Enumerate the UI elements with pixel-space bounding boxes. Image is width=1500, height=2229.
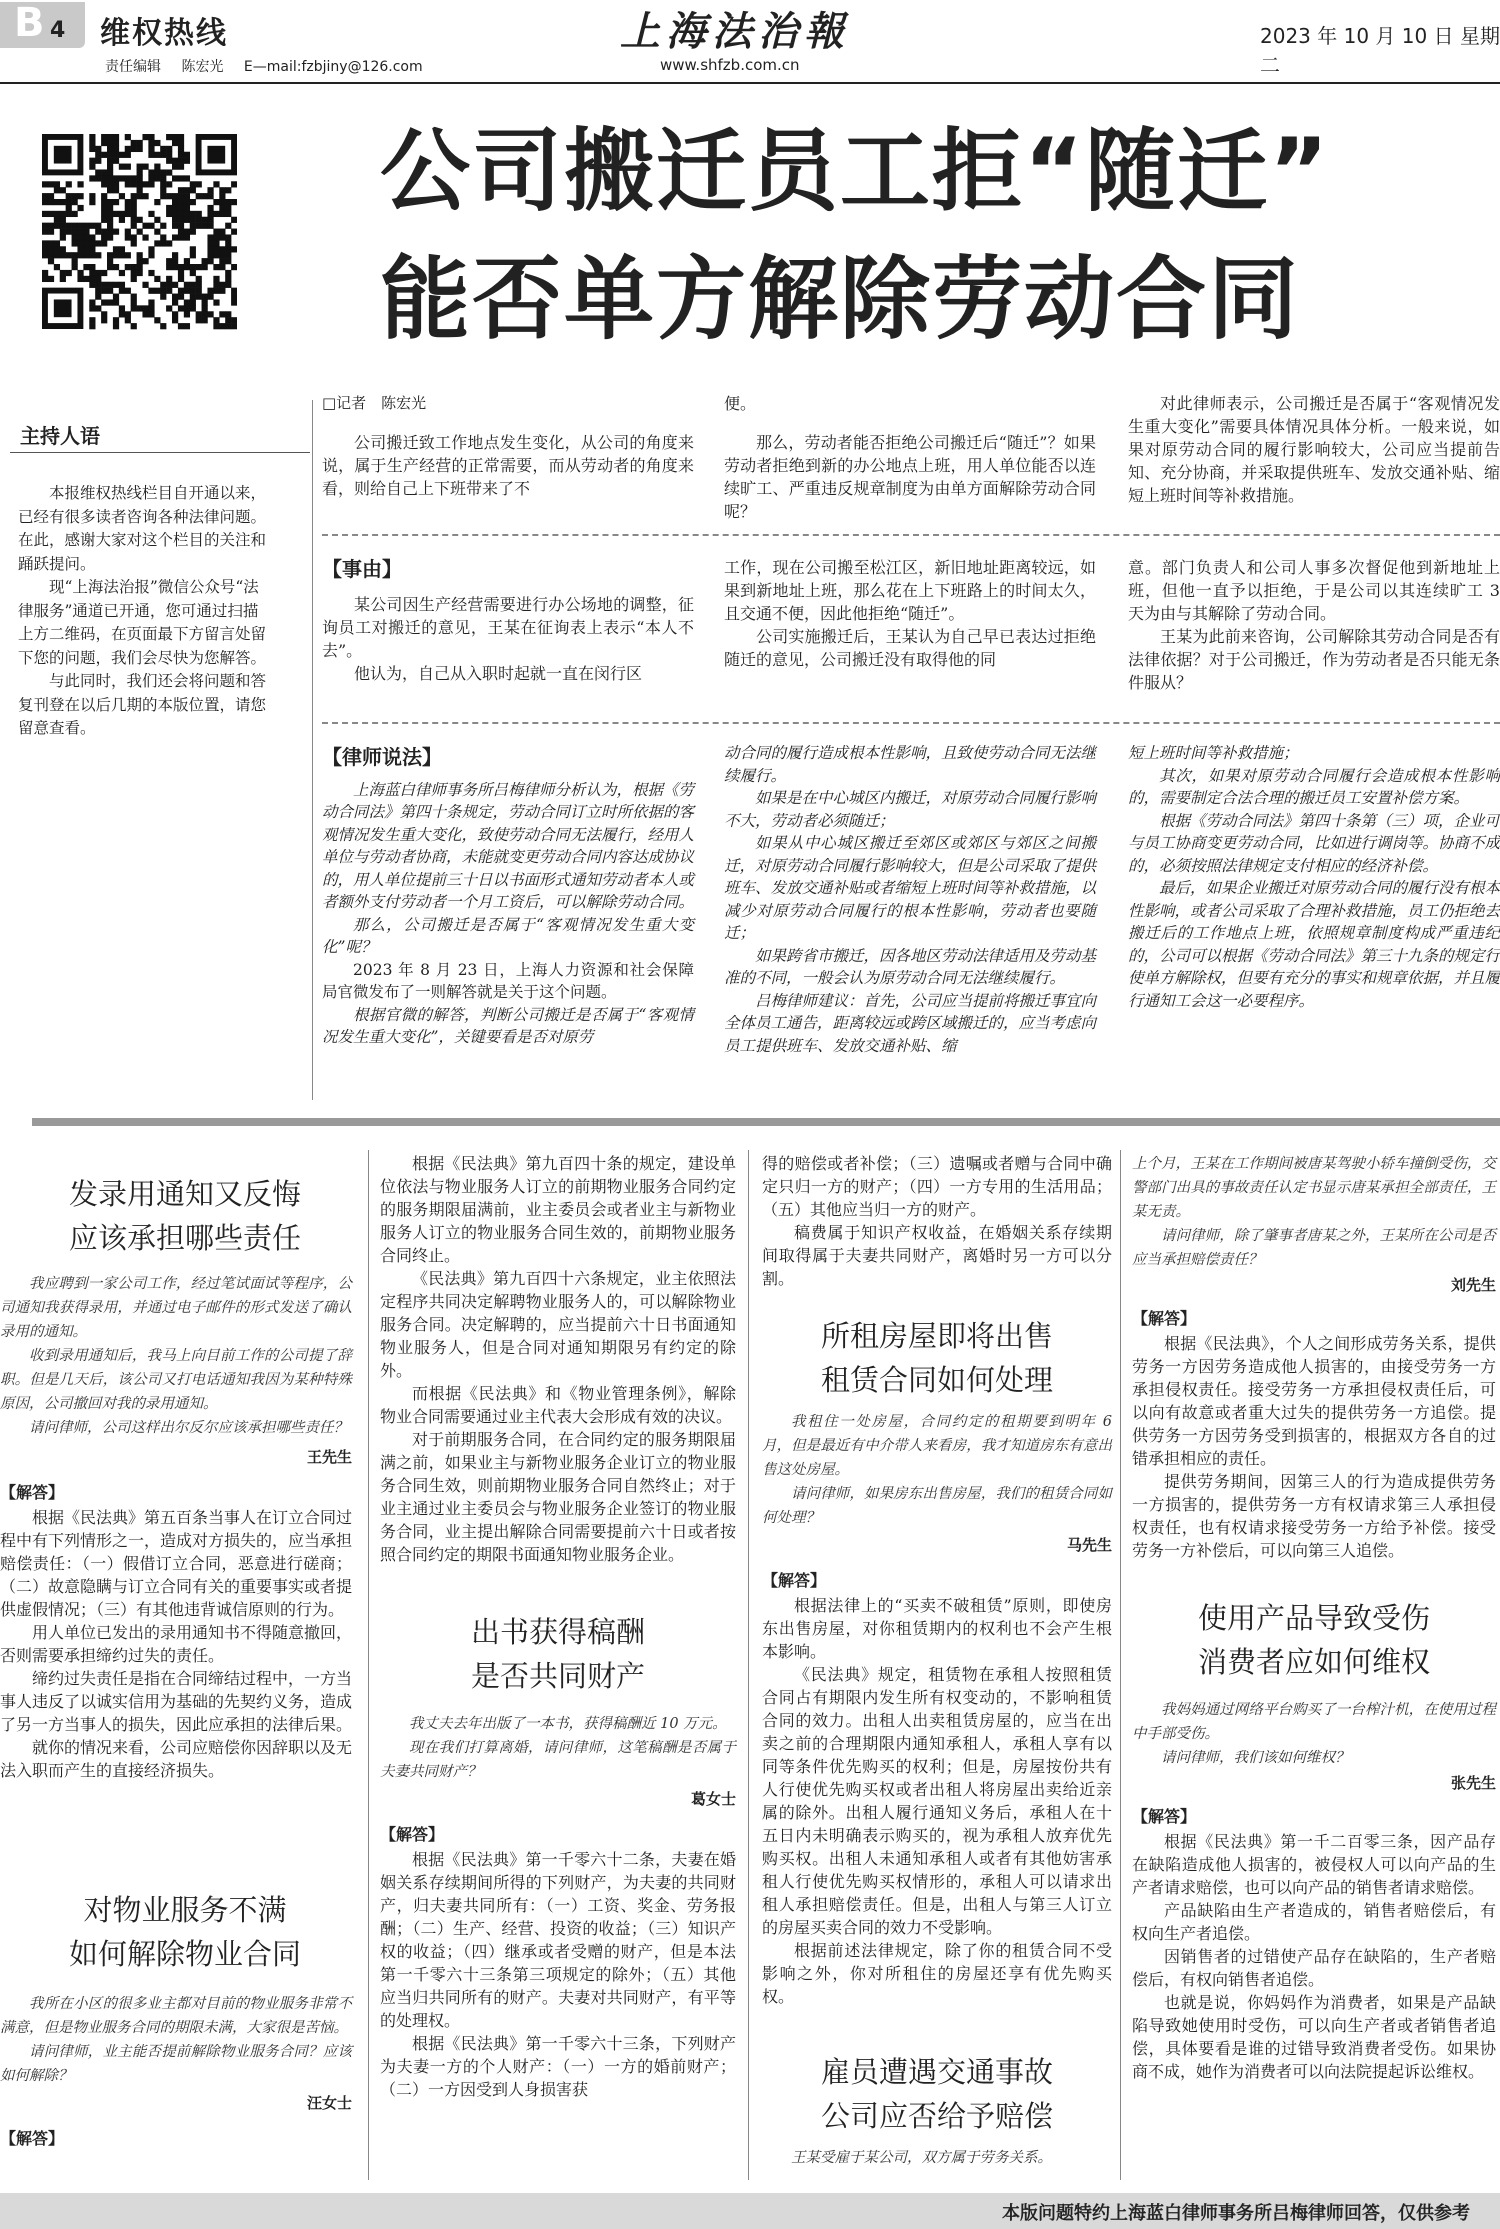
host-column-title: 主持人语 <box>20 424 100 448</box>
answer-paragraph: 《民法典》规定，租赁物在承租人按照租赁合同占有期限内发生所有权变动的，不影响租赁合同的效力。出租人出卖租赁房屋的，应当在出卖之前的合理期限内通知承租人，承租人享有以同等条件优先购买的权利；但是，房屋按份共有人行使优先购买权或者出租人将房屋出卖给近亲属的除外。出租人履行通知义务后，承租人在十五日内未明确表示购买的，视为承租人放弃优先购买权。出租人未通知承租人或者有其他妨害承租人行使优先购买权情形的，承租人可以请求出租人承担赔偿责任。但是，出租人与第三人订立的房屋买卖合同的效力不受影响。 <box>762 1665 1112 1937</box>
question-paragraph: 我丈夫去年出版了一本书，获得稿酬近 10 万元。 <box>409 1716 727 1732</box>
qa-accident-title <box>762 2050 1112 2138</box>
column-divider <box>748 1150 749 2180</box>
answer-label: 【解答】 <box>1132 1807 1197 1826</box>
answer-paragraph: 得的赔偿或者补偿；（三）遗嘱或者赠与合同中确定只归一方的财产；（四）一方专用的生活用品；（五）其他应当归一方的财产。 <box>762 1154 1112 1219</box>
host-paragraph: 与此同时，我们还会将问题和答复刊登在以后几期的本版位置，请您留意查看。 <box>18 672 267 737</box>
facts-paragraph: 某公司因生产经营需要进行办公场地的调整，征询员工对搬迁的意见，王某在征询表上表示“本人不去”。 <box>322 595 694 660</box>
qa-product-body <box>1132 1698 1496 2083</box>
qa-title-line: 租赁合同如何处理 <box>820 1363 1053 1397</box>
answer-label: 【解答】 <box>0 2129 65 2148</box>
asker-name: 马先生 <box>1066 1536 1112 1554</box>
answer-paragraph: 产品缺陷由生产者造成的，销售者赔偿后，有权向生产者追偿。 <box>1132 1901 1496 1943</box>
answer-paragraph: 根据《民法典》第一千二百零三条，因产品存在缺陷造成他人损害的，被侵权人可以向产品的生产者请求赔偿，也可以向产品的销售者请求赔偿。 <box>1132 1832 1496 1897</box>
answer-paragraph: 根据《民法典》第五百条当事人在订立合同过程中有下列情形之一，造成对方损失的，应当承担赔偿责任：（一）假借订立合同，恶意进行磋商；（二）故意隐瞒与订立合同有关的重要事实或者提供虚假情况；（三）有其他违背诚信原则的行为。 <box>0 1508 353 1619</box>
qa-title-line: 出书获得稿酬 <box>470 1615 645 1649</box>
answer-paragraph: 就你的情况来看，公司应赔偿你因辞职以及无法入职而产生的直接经济损失。 <box>0 1738 353 1780</box>
answer-paragraph: 因销售者的过错使产品存在缺陷的，生产者赔偿后，有权向销售者追偿。 <box>1132 1947 1496 1989</box>
lawyer-paragraph: 如果从中心城区搬迁至郊区或郊区与郊区之间搬迁，对原劳动合同履行影响较大，但是公司采取了提供班车、发放交通补贴或者缩短上班时间等补救措施，以减少对原劳动合同履行的根本性影响，劳动者也要随迁； <box>724 834 1097 942</box>
lawyer-col-1 <box>322 746 694 1049</box>
column-divider <box>368 1150 369 2180</box>
facts-title: 【事由】 <box>322 557 402 581</box>
headline-line-1: 公司搬迁员工拒“随迁” <box>380 119 1331 224</box>
lead-paragraph: 那么，劳动者能否拒绝公司搬迁后“随迁”？如果劳动者拒绝到新的办公地点上班，用人单位能否以连续旷工、严重违反规章制度为由单方面解除劳动合同呢？ <box>724 433 1096 521</box>
qa-accident-question-cont <box>1132 1152 1496 1272</box>
host-paragraph: 本报维权热线栏目自开通以来，已经有很多读者咨询各种法律问题。在此，感谢大家对这个栏目的关注和踊跃提问。 <box>18 484 267 573</box>
question-paragraph: 请问律师，除了肇事者唐某之外，王某所在公司是否应当承担赔偿责任？ <box>1132 1228 1496 1268</box>
qa-offer-question <box>0 1272 352 1440</box>
qa-royalty-answer-cont <box>762 1152 1112 1290</box>
lawyer-paragraph: 根据官微的解答，判断公司搬迁是否属于“客观情况发生重大变化”，关键要看是否对原劳 <box>322 1005 694 1046</box>
lead-paragraph: 对此律师表示，公司搬迁是否属于“客观情况发生重大变化”需要具体情况具体分析。一般来说，如果对原劳动合同的履行影响较大，公司应当提前告知、充分协商，并采取提供班车、发放交通补贴、缩短上班时间等补救措施。 <box>1128 394 1500 505</box>
answer-paragraph: 缔约过失责任是指在合同缔结过程中，一方当事人违反了以诚实信用为基础的先契约义务，造成了另一方当事人的损失，因此应承担的法律后果。 <box>0 1669 353 1734</box>
lead-col-1 <box>322 392 694 500</box>
byline: □记者 陈宏光 <box>322 394 427 412</box>
answer-paragraph: 根据《民法典》，个人之间形成劳务关系，提供劳务一方因劳务造成他人损害的，由接受劳务一方承担侵权责任。接受劳务一方承担侵权责任后，可以向有故意或者重大过失的提供劳务一方追偿。提供劳务一方因劳务受到损害的，根据双方各自的过错承担相应的责任。 <box>1132 1334 1496 1468</box>
page-number: 4 <box>50 18 66 43</box>
qa-royalty-question <box>380 1712 736 1784</box>
answer-label: 【解答】 <box>762 1571 827 1590</box>
qa-product-title <box>1132 1596 1496 1684</box>
lawyer-paragraph: 其次，如果对原劳动合同履行会造成根本性影响的，需要制定合法合理的搬迁员工安置补偿方案。 <box>1128 766 1500 807</box>
facts-col-1 <box>322 558 694 685</box>
question-paragraph: 收到录用通知后，我马上向目前工作的公司提了辞职。但是几天后，该公司又打电话通知我因为某种特殊原因，公司撤回对我的录用通知。 <box>0 1348 352 1412</box>
host-column-text <box>18 482 268 741</box>
lawyer-paragraph: 动合同的履行造成根本性影响，且致使劳动合同无法继续履行。 <box>724 744 1097 785</box>
lawyer-paragraph: 短上班时间等补救措施； <box>1128 744 1299 762</box>
qr-code-icon <box>42 134 237 349</box>
question-paragraph: 我应聘到一家公司工作，经过笔试面试等程序，公司通知我获得录用，并通过电子邮件的形式发送了确认录用的通知。 <box>0 1276 352 1340</box>
qa-property-answer <box>380 1152 736 1566</box>
question-paragraph: 我妈妈通过网络平台购买了一台榨汁机，在使用过程中手部受伤。 <box>1132 1702 1496 1742</box>
qa-rental-question <box>762 1410 1112 1530</box>
facts-divider <box>322 722 1500 724</box>
answer-paragraph: 根据法律上的“买卖不破租赁”原则，即使房东出售房屋，对你租赁期内的权利也不会产生根本影响。 <box>762 1596 1112 1661</box>
answer-paragraph: 根据《民法典》第一千零六十二条，夫妻在婚姻关系存续期间所得的下列财产，为夫妻的共同财产，归夫妻共同所有：（一）工资、奖金、劳务报酬；（二）生产、经营、投资的收益；（三）知识产权的收益；（四）继承或者受赠的财产，但是本法第一千零六十三条第三项规定的除外；（五）其他应当归共同所有的财产。夫妻对共同财产，有平等的处理权。 <box>380 1850 736 2030</box>
qa-title-line: 对物业服务不满 <box>83 1893 287 1927</box>
facts-paragraph: 意。部门负责人和公司人事多次督促他到新地址上班，但他一直予以拒绝，于是公司以其连续旷工 3 天为由与其解除了劳动合同。 <box>1128 558 1500 623</box>
main-headline <box>380 108 1330 364</box>
section-separator-bar <box>32 1118 1500 1126</box>
qa-accident-question <box>762 2146 1112 2170</box>
facts-col-2 <box>724 556 1096 671</box>
question-paragraph: 请问律师，如果房东出售房屋，我们的租赁合同如何处理？ <box>762 1486 1112 1526</box>
answer-paragraph: 用人单位已发出的录用通知书不得随意撤回，否则需要承担缔约过失的责任。 <box>0 1623 353 1665</box>
qa-offer-title <box>10 1172 360 1260</box>
column-divider <box>312 400 313 1100</box>
qa-title-line: 雇员遭遇交通事故 <box>820 2055 1053 2089</box>
asker-name: 汪女士 <box>306 2094 352 2112</box>
masthead-rule <box>0 82 1500 84</box>
answer-label: 【解答】 <box>0 1483 65 1502</box>
qr-code-image <box>42 134 237 349</box>
qa-property-title <box>10 1888 360 1976</box>
website: www.shfzb.com.cn <box>660 56 800 74</box>
lead-paragraph: 便。 <box>724 394 757 413</box>
section-title: 维权热线 <box>100 16 228 51</box>
editor-label: 责任编辑 <box>105 59 161 75</box>
answer-label: 【解答】 <box>1132 1309 1197 1328</box>
facts-paragraph: 工作，现在公司搬至松江区，新旧地址距离较远，如果到新地址上班，那么花在上下班路上的时间太久，且交通不便，因此他拒绝“随迁”。 <box>724 558 1096 623</box>
question-paragraph: 现在我们打算离婚，请问律师，这笔稿酬是否属于夫妻共同财产？ <box>380 1740 736 1780</box>
answer-paragraph: 对于前期服务合同，在合同约定的服务期限届满之前，如果业主与新物业服务企业订立的物业服务合同生效，则前期物业服务合同自然终止；对于业主通过业主委员会与物业服务企业签订的物业服务合同，业主提出解除合同需要提前六十日或者按照合同约定的期限书面通知物业服务企业。 <box>380 1430 736 1564</box>
qa-title-line: 使用产品导致受伤 <box>1197 1601 1430 1635</box>
question-paragraph: 请问律师，我们该如何维权？ <box>1161 1750 1350 1766</box>
question-paragraph: 上个月，王某在工作期间被唐某驾驶小轿车撞倒受伤，交警部门出具的事故责任认定书显示唐某承担全部责任，王某无责。 <box>1132 1156 1496 1220</box>
footer-note: 本版问题特约上海蓝白律师事务所吕梅律师回答，仅供参考 <box>1002 2203 1470 2224</box>
page-number-badge <box>0 2 85 48</box>
qa-property-body <box>0 1992 352 2152</box>
lead-divider <box>322 534 1500 536</box>
answer-paragraph: 根据《民法典》第九百四十条的规定，建设单位依法与物业服务人订立的前期物业服务合同约定的服务期限届满前，业主委员会或者业主与新物业服务人订立的物业服务合同生效的，前期物业服务合同终止。 <box>380 1154 736 1265</box>
lead-col-2 <box>724 392 1096 523</box>
editor-email: E—mail:fzbjiny@126.com <box>243 59 423 75</box>
question-paragraph: 我租住一处房屋，合同约定的租期要到明年 6 月，但是最近有中介带人来看房，我才知道房东有意出售这处房屋。 <box>762 1414 1112 1478</box>
column-divider <box>1120 1150 1121 2180</box>
qa-rental-body <box>762 1410 1112 2008</box>
asker-name: 刘先生 <box>1450 1276 1496 1294</box>
lawyer-paragraph: 那么，公司搬迁是否属于“客观情况发生重大变化”呢？ <box>322 915 694 956</box>
lawyer-title: 【律师说法】 <box>322 745 442 769</box>
facts-col-3 <box>1128 556 1500 694</box>
lawyer-paragraph: 最后，如果企业搬迁对原劳动合同的履行没有根本性影响，或者公司采取了合理补救措施，员工仍拒绝去搬迁后的工作地点上班，依照规章制度构成严重违纪的，公司可以根据《劳动合同法》第三十九条的规定行使单方解除权，但要有充分的事实和规章依据，并且履行通知工会这一必要程序。 <box>1128 879 1500 1010</box>
qa-offer-body <box>0 1272 352 1782</box>
qa-title-line: 所租房屋即将出售 <box>820 1319 1053 1353</box>
answer-label: 【解答】 <box>380 1825 445 1844</box>
question-paragraph: 王某受雇于某公司，双方属于劳务关系。 <box>791 2150 1052 2166</box>
lawyer-paragraph: 吕梅律师建议：首先，公司应当提前将搬迁事宜向全体员工通告，距离较远或跨区域搬迁的，应当考虑向员工提供班车、发放交通补贴、缩 <box>724 991 1097 1055</box>
lead-paragraph: 公司搬迁致工作地点发生变化，从公司的角度来说，属于生产经营的正常需要，而从劳动者的角度来看，则给自己上下班带来了不 <box>322 433 694 498</box>
footer-bar <box>0 2193 1500 2229</box>
host-paragraph: 现“上海法治报”微信公众号“法律服务”通道已开通，您可通过扫描上方二维码，在页面最下方留言处留下您的问题，我们会尽快为您解答。 <box>18 578 267 667</box>
qa-accident-body <box>1132 1152 1496 1562</box>
asker-name: 葛女士 <box>690 1790 736 1808</box>
headline-line-2: 能否单方解除劳动合同 <box>380 247 1300 352</box>
lawyer-paragraph: 2023 年 8 月 23 日，上海人力资源和社会保障局官微发布了一则解答就是关于这个问题。 <box>322 960 694 1001</box>
question-paragraph: 请问律师，业主能否提前解除物业服务合同？应该如何解除？ <box>0 2044 352 2084</box>
question-paragraph: 我所在小区的很多业主都对目前的物业服务非常不满意，但是物业服务合同的期限未满，大家很是苦恼。 <box>0 1996 352 2036</box>
answer-paragraph: 也就是说，你妈妈作为消费者，如果是产品缺陷导致她使用时受伤，可以向生产者或者销售者追偿，具体要看是谁的过错导致消费者受伤。如果协商不成，她作为消费者可以向法院提起诉讼维权。 <box>1132 1993 1496 2081</box>
qa-property-question <box>0 1992 352 2088</box>
answer-paragraph: 根据前述法律规定，除了你的租赁合同不受影响之外，你对所租住的房屋还享有优先购买权。 <box>762 1941 1112 2006</box>
facts-paragraph: 王某为此前来咨询，公司解除其劳动合同是否有法律依据？对于公司搬迁，作为劳动者是否只能无条件服从？ <box>1128 627 1500 692</box>
answer-paragraph: 《民法典》第九百四十六条规定，业主依照法定程序共同决定解聘物业服务人的，可以解除物业服务合同。决定解聘的，应当提前六十日书面通知物业服务人，但是合同对通知期限另有约定的除外。 <box>380 1269 736 1380</box>
issue-date: 2023 年 10 月 10 日 星期二 <box>1260 24 1500 77</box>
host-divider <box>10 452 310 453</box>
facts-paragraph: 公司实施搬迁后，王某认为自己早已表达过拒绝随迁的意见，公司搬迁没有取得他的同 <box>724 627 1096 669</box>
lawyer-paragraph: 根据《劳动合同法》第四十条第（三）项，企业可与员工协商变更劳动合同，比如进行调岗等。协商不成的，必须按照法律规定支付相应的经济补偿。 <box>1128 811 1500 875</box>
answer-paragraph: 稿费属于知识产权收益，在婚姻关系存续期间取得属于夫妻共同财产，离婚时另一方可以分割。 <box>762 1223 1112 1288</box>
qa-royalty-title <box>380 1610 736 1698</box>
asker-name: 张先生 <box>1450 1774 1496 1792</box>
lawyer-paragraph: 如果跨省市搬迁，因各地区劳动法律适用及劳动基准的不同，一般会认为原劳动合同无法继续履行。 <box>724 946 1097 987</box>
lawyer-col-2 <box>724 742 1096 1057</box>
editor-name: 陈宏光 <box>181 59 224 75</box>
facts-paragraph: 他认为，自己从入职时起就一直在闵行区 <box>354 664 643 683</box>
editor-line <box>105 56 439 76</box>
qa-title-line: 消费者应如何维权 <box>1197 1645 1430 1679</box>
qa-title-line: 公司应否给予赔偿 <box>820 2099 1053 2133</box>
lawyer-paragraph: 如果是在中心城区内搬迁，对原劳动合同履行影响不大，劳动者必须随迁； <box>724 789 1097 830</box>
qa-royalty-body <box>380 1712 736 2101</box>
lawyer-col-3 <box>1128 742 1500 1012</box>
qa-title-line: 是否共同财产 <box>470 1659 645 1693</box>
qa-product-question <box>1132 1698 1496 1770</box>
qa-title-line: 如何解除物业合同 <box>68 1937 301 1971</box>
asker-name: 王先生 <box>306 1448 352 1466</box>
qa-rental-title <box>762 1314 1112 1402</box>
qa-title-line: 应该承担哪些责任 <box>68 1221 301 1255</box>
answer-paragraph: 而根据《民法典》和《物业管理条例》，解除物业合同需要通过业主代表大会形成有效的决议。 <box>380 1384 736 1426</box>
newspaper-logo: 上海法治報 <box>620 8 850 55</box>
lawyer-paragraph: 上海蓝白律师事务所吕梅律师分析认为，根据《劳动合同法》第四十条规定，劳动合同订立时所依据的客观情况发生重大变化，致使劳动合同无法履行，经用人单位与劳动者协商，未能就变更劳动合同内容达成协议的，用人单位提前三十日以书面形式通知劳动者本人或者额外支付劳动者一个月工资后，可以解除劳动合同。 <box>322 780 695 911</box>
lead-col-3 <box>1128 392 1500 507</box>
page-letter: B <box>14 0 45 46</box>
qa-title-line: 发录用通知又反悔 <box>68 1177 301 1211</box>
question-paragraph: 请问律师，公司这样出尔反尔应该承担哪些责任？ <box>29 1420 348 1436</box>
answer-paragraph: 根据《民法典》第一千零六十三条，下列财产为夫妻一方的个人财产：（一）一方的婚前财产；（二）一方因受到人身损害获 <box>380 2034 736 2099</box>
answer-paragraph: 提供劳务期间，因第三人的行为造成提供劳务一方损害的，提供劳务一方有权请求第三人承担侵权责任，也有权请求接受劳务一方给予补偿。接受劳务一方补偿后，可以向第三人追偿。 <box>1132 1472 1496 1560</box>
